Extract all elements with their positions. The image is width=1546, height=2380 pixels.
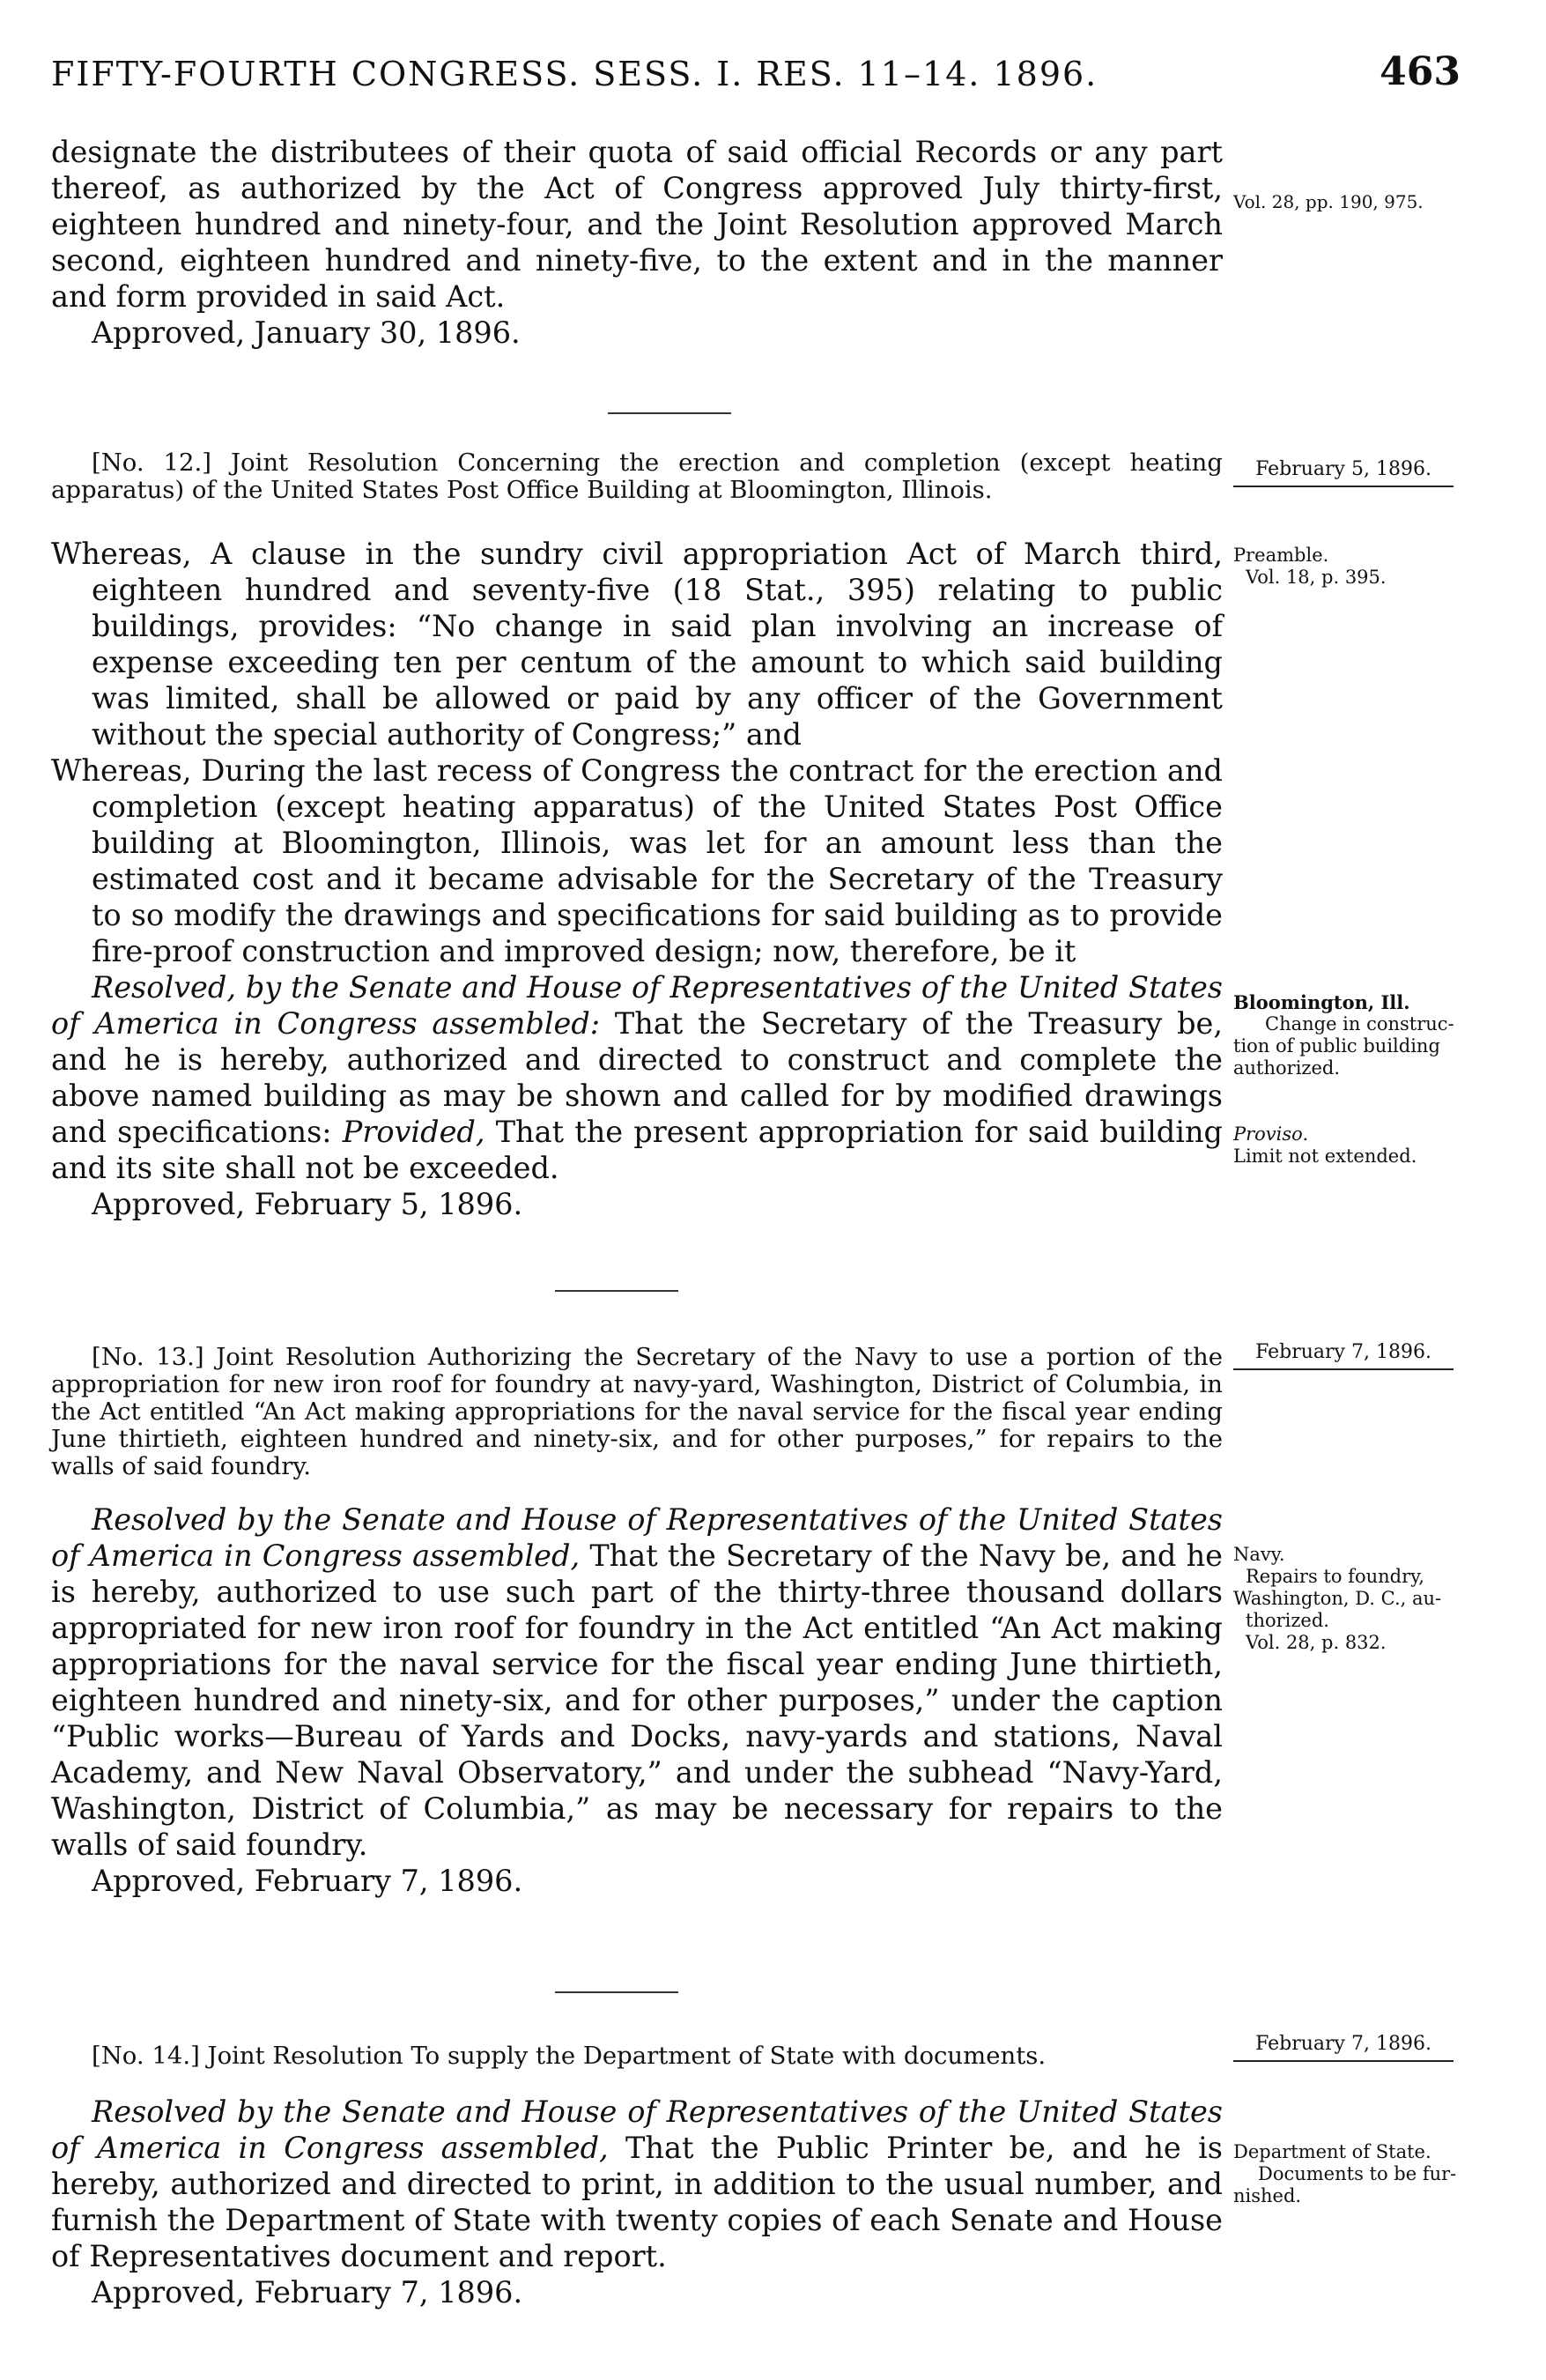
res13-margin-navy: Navy. xyxy=(1233,1544,1285,1565)
res13-date: February 7, 1896. xyxy=(1233,1341,1454,1370)
res14-date: February 7, 1896. xyxy=(1233,2033,1454,2062)
res11-margin-ref: Vol. 28, pp. 190, 975. xyxy=(1233,191,1424,212)
res12-resolved xyxy=(51,969,1223,1186)
res11-end-section xyxy=(51,134,1223,351)
res13-approved: Approved, February 7, 1896. xyxy=(92,1864,523,1898)
res12-margin-subject xyxy=(1233,991,1498,1079)
res13-date-note xyxy=(1233,1341,1498,1370)
res12-resolved-text: That the Secretary of the Treasury be, and he is hereby, authorized and directed to construct and complete the above named building as may be shown and called for by modified drawings and specifications: xyxy=(51,1006,1224,1149)
res14-resolved-clause: Resolved by the Senate and House of Representatives of the United States of America in Congress assembled, xyxy=(51,2095,1223,2165)
res13-margin-note-2: Washington, D. C., au- xyxy=(1233,1588,1442,1609)
res14-resolved-text: That the Public Printer be, and he is hereby, authorized and directed to print, in addition to the usual number, and furnish the Department of State with twenty copies of each Senate and House of Representatives document and report. xyxy=(51,2131,1223,2273)
res13-resolved-text: That the Secretary of the Navy be, and he is hereby, authorized to use such part of the thirty-three thousand dollars appropriated for new iron roof for foundry in the Act entitled “An Act making appropriations for the naval service for the fiscal year ending June thirtieth, eighteen hundred and ninety-six, and for other purposes,” under the caption “Public works—Bureau of Yards and Docks, navy-yards and stations, Naval Academy, and New Naval Observatory,” and under the subhead “Navy-Yard, Washington, District of Columbia,” as may be necessary for repairs to the walls of said foundry. xyxy=(51,1538,1224,1862)
res12-date-note xyxy=(1233,458,1498,487)
res12-margin-vol: Vol. 18, p. 395. xyxy=(1246,567,1387,588)
res12-margin-proviso-label: Proviso. xyxy=(1233,1123,1309,1145)
res14-body xyxy=(51,2094,1223,2310)
res12-title-block xyxy=(51,449,1223,504)
page-header xyxy=(51,49,1461,102)
res12-margin-note-4: authorized. xyxy=(1233,1057,1341,1079)
res13-body xyxy=(51,1501,1223,1899)
res12-whereas-1: Whereas, A clause in the sundry civil appropriation Act of March third, eighteen hundred and seventy-five (18 Stat., 395) relating to public buildings, provides: “No change in said plan involving an increase of expense exceeding ten per centum of the amount to which said building was limited, shall be allowed or paid by any officer of the Government without the special authority of Congress;” and xyxy=(51,537,1223,752)
res12-margin-note-2: Change in construc- xyxy=(1265,1013,1454,1034)
section-divider xyxy=(555,1991,678,1993)
res14-date-note xyxy=(1233,2033,1498,2062)
res13-margin-vol: Vol. 28, p. 832. xyxy=(1246,1632,1387,1653)
res13-title-block xyxy=(51,1344,1223,1480)
res14-title-block xyxy=(51,2043,1223,2070)
running-title: FIFTY-FOURTH CONGRESS. SESS. I. RES. 11–14. 1896. xyxy=(51,55,1098,93)
res14-margin-note-1: Department of State. xyxy=(1233,2141,1431,2162)
res14-margin xyxy=(1233,2141,1498,2207)
res12-proviso-text: That the present appropriation for said building and its site shall not be exceeded. xyxy=(51,1115,1223,1185)
res12-margin-preamble-label: Preamble. xyxy=(1233,545,1329,566)
res11-approved: Approved, January 30, 1896. xyxy=(92,315,521,350)
page-number: 463 xyxy=(1380,49,1461,94)
res14-approved: Approved, February 7, 1896. xyxy=(92,2275,523,2310)
res14-title: [No. 14.] Joint Resolution To supply the Department of State with documents. xyxy=(92,2042,1047,2070)
res12-margin-proviso xyxy=(1233,1123,1498,1168)
res12-margin-limit: Limit not extended. xyxy=(1233,1146,1417,1167)
res13-margin-note-3: thorized. xyxy=(1246,1610,1329,1631)
section-divider xyxy=(555,1290,678,1292)
res14-margin-note-2: Documents to be fur- xyxy=(1258,2163,1457,2184)
res12-margin-preamble xyxy=(1233,545,1498,589)
res12-margin-note-1: Bloomington, Ill. xyxy=(1233,991,1410,1013)
res12-body xyxy=(51,536,1223,1222)
res14-resolved xyxy=(51,2094,1223,2274)
res12-date: February 5, 1896. xyxy=(1233,458,1454,487)
section-divider xyxy=(608,412,731,414)
res12-resolved-clause: Resolved, by the Senate and House of Representatives of the United States of America in Congress assembled: xyxy=(51,970,1223,1041)
res11-margin xyxy=(1233,191,1498,213)
res12-title: [No. 12.] Joint Resolution Concerning the erection and completion (except heating apparatus) of the United States Post Office Building at Bloomington, Illinois. xyxy=(51,449,1223,504)
res12-proviso-label: Provided, xyxy=(342,1115,485,1149)
res13-title: [No. 13.] Joint Resolution Authorizing the Secretary of the Navy to use a portion of the appropriation for new iron roof for foundry at navy-yard, Washington, District of Columbia, in the Act entitled “An Act making appropriations for the naval service for the fiscal year ending June thirtieth, eighteen hundred and ninety-six, and for other purposes,” for repairs to the walls of said foundry. xyxy=(51,1343,1223,1480)
res13-resolved xyxy=(51,1501,1223,1863)
res12-approved: Approved, February 5, 1896. xyxy=(92,1187,523,1221)
res13-margin xyxy=(1233,1544,1498,1654)
res12-whereas-2: Whereas, During the last recess of Congress the contract for the erection and completion (except heating apparatus) of the United States Post Office building at Bloomington, Illinois, was let for an amount less than the estimated cost and it became advisable for the Secretary of the Treasury to so modify the drawings and specifications for said building as to provide fire-proof construction and improved design; now, therefore, be it xyxy=(51,753,1223,968)
res13-resolved-clause: Resolved by the Senate and House of Representatives of the United States of America in Congress assembled, xyxy=(51,1502,1223,1573)
res14-margin-note-3: nished. xyxy=(1233,2185,1302,2206)
res11-body: designate the distributees of their quota of said official Records or any part thereof, as authorized by the Act of Congress approved July thirty-first, eighteen hundred and ninety-four, and the Joint Resolution approved March second, eighteen hundred and ninety-five, to the extent and in the manner and form provided in said Act. xyxy=(51,135,1223,314)
res12-margin-note-3: tion of public building xyxy=(1233,1035,1440,1057)
res13-margin-note-1: Repairs to foundry, xyxy=(1246,1566,1424,1587)
